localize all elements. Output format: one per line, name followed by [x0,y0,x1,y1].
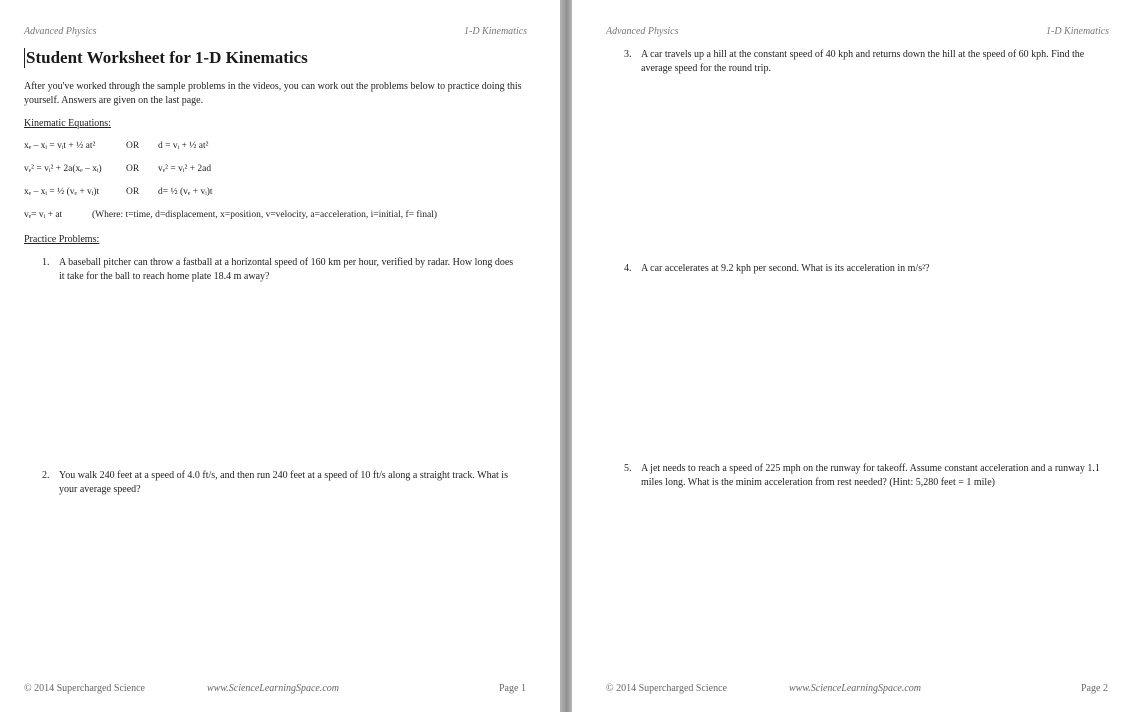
equation-1 [24,141,95,151]
footer-copyright: © 2014 Supercharged Science [606,683,727,694]
problem-4 [624,262,1114,278]
kinematic-equations-heading: Kinematic Equations: [24,118,111,129]
header-topic: 1-D Kinematics [1046,26,1110,37]
or-label-3: OR [126,187,140,197]
problem-4-text: A car accelerates at 9.2 kph per second. What is its acceleration in m/s²? [641,263,930,274]
problem-1-text: A baseball pitcher can throw a fastball at a horizontal speed of 160 km per hour, verified by radar. How long does it take for the ball to reach home plate 18.4 m away? [59,257,514,282]
footer-url[interactable]: www.ScienceLearningSpace.com [207,683,340,694]
equation-2: vₑ² = vᵢ² + 2a(xₑ – xᵢ) [24,164,102,174]
problem-5 [624,462,1114,492]
footer-page-number: Page 1 [499,683,526,694]
footer-page-number: Page 2 [1081,683,1108,694]
page-gutter [560,0,572,712]
problem-5-number: 5. [624,463,632,474]
practice-problems-heading: Practice Problems: [24,234,100,245]
equation-4: vₑ= vᵢ + at [24,210,63,220]
header-course: Advanced Physics [24,26,97,37]
problem-2-number: 2. [42,470,50,481]
footer-copyright: © 2014 Supercharged Science [24,683,145,694]
footer-url[interactable]: www.ScienceLearningSpace.com [789,683,922,694]
variable-legend: (Where: t=time, d=displacement, x=position, v=velocity, a=acceleration, i=initial, f= final) [92,210,438,220]
equation-1-alt: d = vᵢ + ½ at² [158,141,209,151]
problem-5-text: A jet needs to reach a speed of 225 mph on the runway for takeoff. Assume constant acceleration and a runway 1.1 miles long. What is the minim acceleration from rest needed? (Hint: 5,280 feet = 1 mile) [641,463,1100,488]
or-label-2: OR [126,164,140,174]
problem-4-number: 4. [624,263,632,274]
header-topic: 1-D Kinematics [464,26,528,37]
problem-3-number: 3. [624,49,632,60]
problem-3-text: A car travels up a hill at the constant speed of 40 kph and returns down the hill at the speed of 60 kph. Find the average speed for the round trip. [641,49,1085,74]
or-label-1: OR [126,141,140,151]
document-page-1 [0,0,560,712]
equation-3-alt: d= ½ (vₑ + vᵢ)t [158,187,213,197]
problem-1-number: 1. [42,257,50,268]
page-title[interactable]: Student Worksheet for 1-D Kinematics [26,48,308,67]
intro-paragraph: After you've worked through the sample problems in the videos, you can work out the problems below to practice doing this yourself. Answers are given on the last page. [24,81,522,106]
problem-2 [42,469,522,499]
problem-2-text: You walk 240 feet at a speed of 4.0 ft/s, and then run 240 feet at a speed of 10 ft/s along a straight track. What is your average speed? [59,470,508,495]
document-page-2 [572,0,1126,712]
problem-1 [42,256,522,286]
header-course: Advanced Physics [606,26,679,37]
equation-1-text: xₑ – xᵢ = vᵢt + ½ at² [24,141,96,151]
equation-2-alt: vₑ² = vᵢ² + 2ad [158,164,212,174]
problem-3 [624,48,1114,78]
equation-3: xₑ – xᵢ = ½ (vₑ + vᵢ)t [24,187,100,197]
